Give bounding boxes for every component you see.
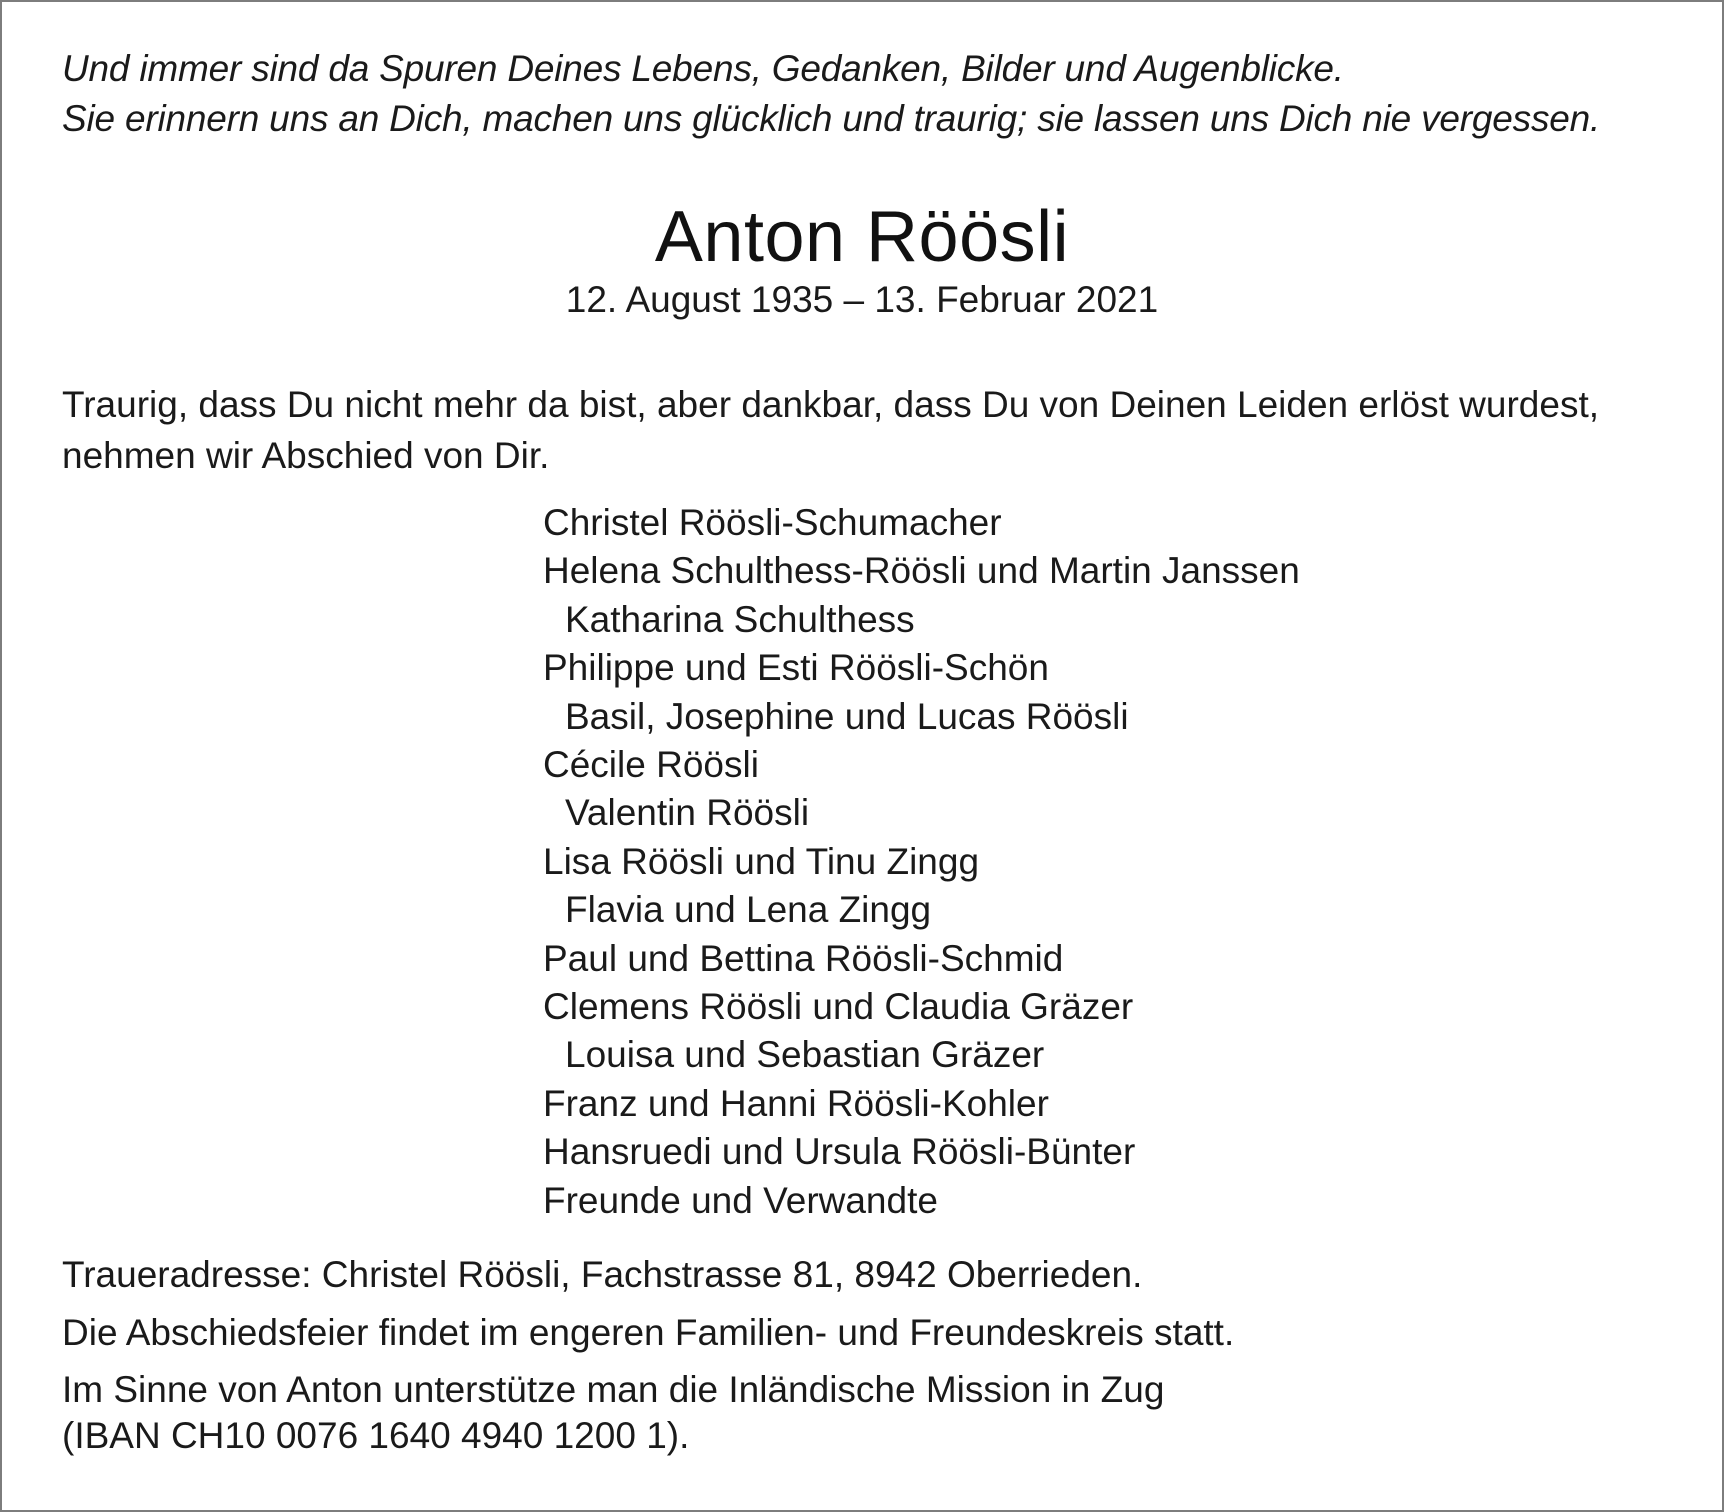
mourner-entry: Freunde und Verwandte xyxy=(543,1179,938,1221)
mourner-entry: Valentin Röösli xyxy=(565,792,810,834)
quote-line: Sie erinnern uns an Dich, machen uns glücklich und traurig; sie lassen uns Dich nie vergessen. xyxy=(62,98,1601,139)
mourner-entry: Katharina Schulthess xyxy=(565,598,915,640)
farewell-line: Traurig, dass Du nicht mehr da bist, aber dankbar, dass Du von Deinen Leiden erlöst wurdest, xyxy=(62,384,1599,425)
mourner-entry: Paul und Bettina Röösli-Schmid xyxy=(543,937,1064,979)
mourner-entry: Cécile Röösli xyxy=(543,744,759,786)
mourner-entry: Hansruedi und Ursula Röösli-Bünter xyxy=(543,1131,1136,1173)
mourner-entry: Louisa und Sebastian Gräzer xyxy=(565,1034,1045,1076)
notice-footer xyxy=(62,1251,1682,1459)
life-dates: 12. August 1935 – 13. Februar 2021 xyxy=(565,279,1159,320)
farewell-text xyxy=(62,379,1682,481)
mourner-entry: Flavia und Lena Zingg xyxy=(565,889,932,931)
mourner-entry: Helena Schulthess-Röösli und Martin Janssen xyxy=(543,550,1300,592)
mourners-list xyxy=(543,499,1643,1225)
ceremony-note: Die Abschiedsfeier findet im engeren Familien- und Freundeskreis statt. xyxy=(62,1312,1235,1353)
donation-iban: (IBAN CH10 0076 1640 4940 1200 1). xyxy=(62,1415,690,1456)
mourner-entry: Lisa Röösli und Tinu Zingg xyxy=(543,840,980,882)
mourner-entry: Basil, Josephine und Lucas Röösli xyxy=(565,695,1129,737)
mourner-entry: Clemens Röösli und Claudia Gräzer xyxy=(543,986,1134,1028)
mourner-entry: Christel Röösli-Schumacher xyxy=(543,502,1002,543)
farewell-line: nehmen wir Abschied von Dir. xyxy=(62,435,550,476)
mourner-entry: Franz und Hanni Röösli-Kohler xyxy=(543,1082,1049,1124)
mourning-address: Traueradresse: Christel Röösli, Fachstrasse 81, 8942 Oberrieden. xyxy=(62,1254,1143,1295)
quote-line: Und immer sind da Spuren Deines Lebens, Gedanken, Bilder und Augenblicke. xyxy=(62,48,1344,89)
mourner-entry: Philippe und Esti Röösli-Schön xyxy=(543,647,1049,689)
deceased-name: Anton Röösli xyxy=(654,197,1070,277)
donation-note: Im Sinne von Anton unterstütze man die Inländische Mission in Zug xyxy=(62,1369,1165,1410)
memorial-quote xyxy=(62,44,1682,144)
